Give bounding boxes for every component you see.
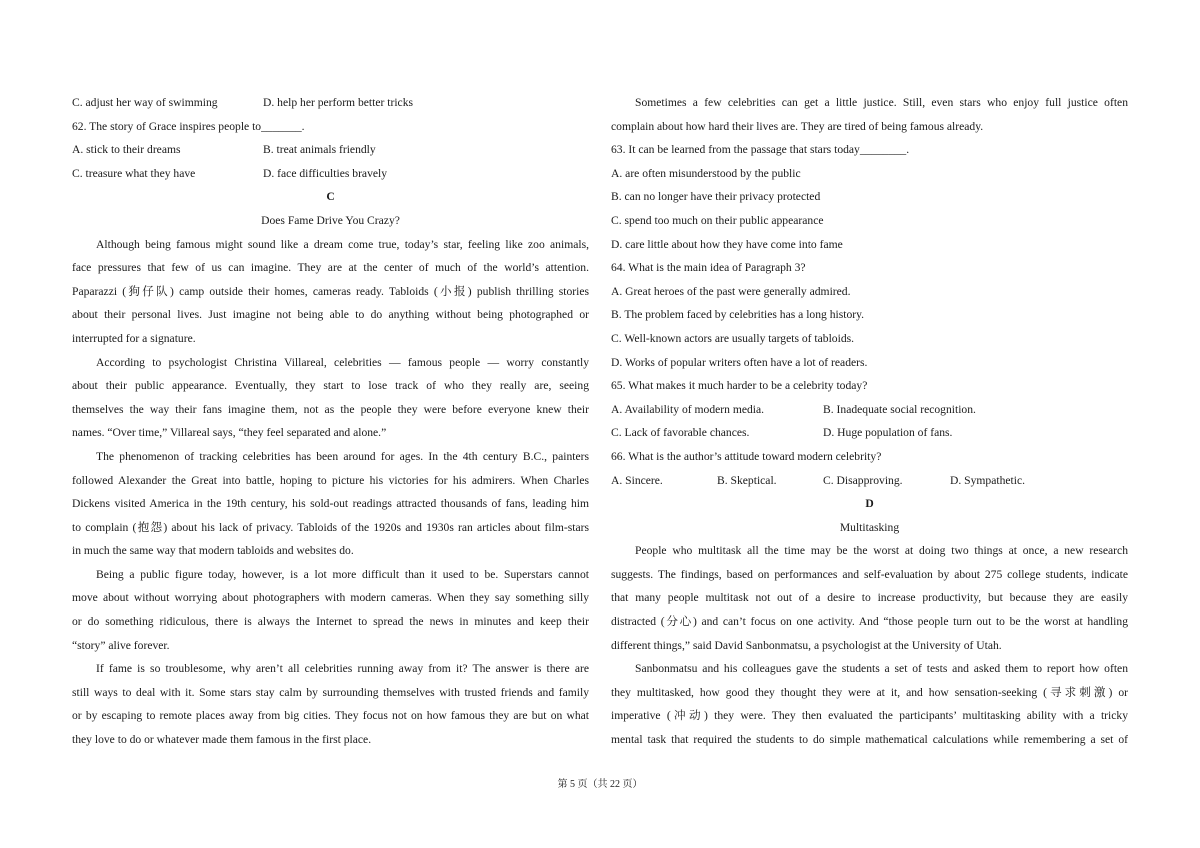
paragraph-line: If fame is so troublesome, why aren’t all celebrities running away from it? The answer is there are bbox=[96, 662, 589, 676]
paragraph-line: or by escaping to remote places away from big cities. They focus not on how famous they are but on what bbox=[72, 709, 589, 723]
passage-c-paragraph-2 bbox=[72, 351, 589, 445]
paragraph-line: followed Alexander the Great into battle, hoping to picture his victories for his admirers. When Charles bbox=[72, 473, 589, 487]
passage-c-paragraph-4 bbox=[72, 563, 589, 657]
q63-stem: 63. It can be learned from the passage that stars today________. bbox=[611, 143, 910, 157]
q66-options bbox=[611, 469, 1128, 493]
passage-c-paragraph-3 bbox=[72, 445, 589, 563]
q65-option-a: A. Availability of modern media. bbox=[611, 402, 765, 416]
passage-c-paragraph-1 bbox=[72, 233, 589, 351]
q66-option-b: B. Skeptical. bbox=[717, 473, 777, 487]
q64-option-b: B. The problem faced by celebrities has a long history. bbox=[611, 308, 865, 322]
q63-option-b: B. can no longer have their privacy protected bbox=[611, 190, 821, 204]
paragraph-line: they multitasked, how good they thought they were at it, and how sensation-seeking (寻求刺激) or bbox=[611, 685, 1128, 699]
q66-option-c: C. Disapproving. bbox=[823, 473, 903, 487]
page-footer: 第 5 页（共 22 页） bbox=[557, 779, 643, 790]
q62-stem: 62. The story of Grace inspires people to_______. bbox=[72, 119, 305, 133]
passage-d-title: Multitasking bbox=[839, 520, 900, 534]
paragraph-line: Paparazzi (狗仔队) camp outside their homes, cameras ready. Tabloids (小报) publish thrilling stories bbox=[72, 284, 589, 298]
q61-option-d: D. help her perform better tricks bbox=[263, 96, 414, 109]
q66-option-d: D. Sympathetic. bbox=[950, 473, 1026, 487]
paragraph-line: Dickens visited America in the 19th century, his sold-out readings attracted thousands of fans, leading him bbox=[72, 497, 589, 511]
q62-option-b: B. treat animals friendly bbox=[263, 143, 376, 157]
q63-option-c: C. spend too much on their public appearance bbox=[611, 213, 824, 227]
paragraph-line: suggests. The findings, based on performances and self-evaluation by about 275 college students, indicate bbox=[611, 567, 1128, 581]
paragraph-line: complain about how hard their lives are. They are tired of being famous already. bbox=[611, 119, 984, 133]
paragraph-line: move about without worrying about photographers with modern cameras. When they say something silly bbox=[72, 591, 589, 605]
q62-options-cd bbox=[72, 162, 589, 186]
q66-option-a: A. Sincere. bbox=[611, 473, 663, 487]
passage-d-paragraph-2 bbox=[611, 657, 1128, 751]
paragraph-line: Although being famous might sound like a dream come true, today’s star, feeling like zoo animals, bbox=[96, 237, 589, 251]
paragraph-line: themselves the way their fans imagine them, not as the people they were before everyone knew their bbox=[72, 402, 589, 416]
q64-option-a: A. Great heroes of the past were generally admired. bbox=[611, 284, 851, 298]
q65-option-b: B. Inadequate social recognition. bbox=[823, 402, 976, 416]
paragraph-line: Sometimes a few celebrities can get a little justice. Still, even stars who enjoy full justice often bbox=[635, 96, 1128, 109]
paragraph-line: that many people multitask not out of a desire to increase productivity, but because they are easily bbox=[611, 591, 1128, 605]
paragraph-line: Being a public figure today, however, is a lot more difficult than it used to be. Superstars cannot bbox=[96, 567, 589, 581]
q65-option-d: D. Huge population of fans. bbox=[823, 426, 953, 440]
paragraph-line: names. “Over time,” Villareal says, “they feel separated and alone.” bbox=[72, 426, 387, 440]
q61-option-c: C. adjust her way of swimming bbox=[72, 96, 218, 109]
q62-option-a: A. stick to their dreams bbox=[72, 143, 181, 157]
section-letter-d: D bbox=[865, 497, 874, 511]
paragraph-line: different things,” said David Sanbonmatsu, a psychologist at the University of Utah. bbox=[611, 638, 1002, 652]
paragraph-line: in much the same way that modern tabloids and websites do. bbox=[72, 544, 354, 558]
paragraph-line: face pressures that few of us can imagine. They are at the center of much of the world’s attention. bbox=[72, 261, 589, 275]
paragraph-line: The phenomenon of tracking celebrities has been around for ages. In the 4th century B.C., painters bbox=[96, 449, 589, 463]
q65-options-cd bbox=[611, 421, 1128, 445]
paragraph-line: to complain (抱怨) about his lack of privacy. Tabloids of the 1920s and 1930s ran articles about film-stars bbox=[72, 520, 589, 534]
paragraph-line: imperative (冲动) they were. They then evaluated the participants’ multitasking ability with a tricky bbox=[611, 709, 1128, 723]
q65-stem: 65. What makes it much harder to be a celebrity today? bbox=[611, 379, 868, 393]
q64-stem: 64. What is the main idea of Paragraph 3? bbox=[611, 261, 806, 275]
q64-option-c: C. Well-known actors are usually targets of tabloids. bbox=[611, 331, 855, 345]
q61-options-cd bbox=[72, 91, 589, 115]
q64-option-d: D. Works of popular writers often have a lot of readers. bbox=[611, 355, 868, 369]
right-column bbox=[611, 91, 1128, 752]
paragraph-line: about their personal lives. Just imagine not being able to do anything without being photographed or bbox=[72, 308, 589, 322]
paragraph-line: interrupted for a signature. bbox=[72, 331, 196, 345]
paragraph-line: still ways to deal with it. Some stars stay calm by surrounding themselves with trusted friends and family bbox=[72, 685, 589, 699]
passage-c-title: Does Fame Drive You Crazy? bbox=[261, 213, 400, 227]
paragraph-line: People who multitask all the time may be the worst at doing two things at once, a new research bbox=[635, 544, 1128, 558]
paragraph-line: about their public appearance. Eventually, they start to lose track of who they really are, seeing bbox=[72, 379, 589, 393]
q63-option-a: A. are often misunderstood by the public bbox=[611, 166, 801, 180]
paragraph-line: Sanbonmatsu and his colleagues gave the students a set of tests and asked them to report how often bbox=[635, 662, 1128, 676]
q63-option-d: D. care little about how they have come into fame bbox=[611, 237, 843, 251]
q66-stem: 66. What is the author’s attitude toward modern celebrity? bbox=[611, 449, 882, 463]
paragraph-line: or do something ridiculous, there is always the Internet to spread the news in minutes and keep their bbox=[72, 615, 589, 629]
passage-d-paragraph-1 bbox=[611, 539, 1128, 657]
paragraph-line: mental task that required the students to do simple mathematical calculations while remembering a set of bbox=[611, 733, 1128, 747]
passage-c-paragraph-6 bbox=[611, 91, 1128, 138]
paragraph-line: According to psychologist Christina Villareal, celebrities — famous people — worry constantly bbox=[96, 355, 589, 369]
paragraph-line: distracted (分心) and can’t focus on one activity. And “those people turn out to be the worst at handling bbox=[611, 615, 1128, 629]
paragraph-line: “story” alive forever. bbox=[72, 638, 170, 652]
q62-option-c: C. treasure what they have bbox=[72, 166, 196, 180]
section-letter-c: C bbox=[326, 190, 335, 204]
q65-options-ab bbox=[611, 398, 1128, 422]
paragraph-line: they love to do or whatever made them famous in the first place. bbox=[72, 733, 372, 747]
q65-option-c: C. Lack of favorable chances. bbox=[611, 426, 750, 440]
q62-options-ab bbox=[72, 138, 589, 162]
q62-option-d: D. face difficulties bravely bbox=[263, 166, 388, 180]
passage-c-paragraph-5 bbox=[72, 657, 589, 751]
left-column bbox=[72, 91, 589, 752]
